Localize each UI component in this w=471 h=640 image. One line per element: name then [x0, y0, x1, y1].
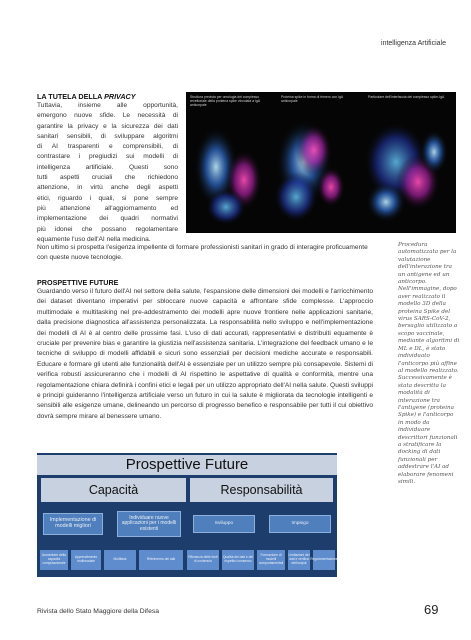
text-line: garantire la privacy e la sicurezza dei dati [37, 122, 178, 130]
text-line: emergono nuove sfide. Le necessità di [37, 112, 178, 120]
text-line: Tuttavia, insieme alle opportunità, [37, 102, 178, 109]
privacy-paragraph [37, 101, 178, 245]
text-line: più idonei che possano regolamentare [37, 225, 178, 233]
diagram-node-deployment: Impiego [269, 515, 331, 533]
page-number: 69 [424, 602, 439, 617]
section-heading-future: PROSPETTIVE FUTURE [37, 278, 119, 287]
heading-prefix: LA TUTELA DELLA [37, 92, 105, 101]
diagram-leaf: Multitask [104, 550, 136, 570]
text-line: implementazione dei quadri normativi [37, 215, 178, 223]
text-line: tutti aspetti cruciali che richiedono [37, 174, 178, 182]
protein-structure-image [186, 92, 456, 233]
text-line: contrastare i pregiudizi sui modelli di [37, 153, 178, 161]
heading-italic: PRIVACY [104, 92, 136, 101]
footer-journal-name: Rivista dello Stato Maggiore della Difesa [37, 608, 160, 615]
text-line: equamente l'uso dell'AI nella medicina. [37, 235, 151, 243]
future-paragraph: Guardando verso il futuro dell'AI nel settore della salute, l'espansione delle dimensioni dei modelli e l'arricchimento dei dataset diventano imperativi per sbloccare nuove capacità e affrontare sfide complesse. L'approccio multimodale e multitasking nel pre-addestramento dei modelli apre nuove frontiere nelle applicazioni sanitarie, dalla precisione diagnostica all'assistenza personalizzata. La responsabilità nello sviluppo e nell'implementazione dei modelli di AI è al centro delle prossime fasi. L'uso di dati accurati, rappresentativi e distribuiti equamente è cruciale per prevenire bias e garantire la giustizia nell'assistenza sanitaria. L'integrazione del feedback umano e le tecniche di sviluppo di modelli affidabili e sicuri sono essenziali per decisioni mediche accurate e responsabili. Educare e formare gli utenti alle funzionalità dell'AI è essenziale per un utilizzo sempre più consapevole. Sistemi di verifica robusti assicureranno che i modelli di AI rispettino le aspettative di qualità e conformità, mentre una regolamentazione chiara definirà i confini etici e legali per un utilizzo appropriato dell'AI nella salute. Questi sviluppi e principi guideranno l'intelligenza artificiale verso un futuro in cui la salute è migliorata da tecnologie intelligenti e sensibili alle esigenze umane, delineando un percorso di progresso benefico e responsabile per tutti il cui obiettivo dovrà sempre mirare al benessere umano. [37, 288, 373, 420]
diagram-leaf: Qualità dei dati e dei rispettivi consenso [222, 550, 254, 570]
text-line: di AI trasparenti e comprensibili, di [37, 143, 178, 151]
future-prospects-diagram [37, 453, 337, 577]
diagram-leaf: Aumentare della capacità computazionale [40, 550, 68, 570]
diagram-leaf: Formazione di modelli comportamentali [257, 550, 285, 570]
diagram-leaf: Riferimento dei dati [139, 550, 183, 570]
sidebar-caption: Procedura automatizzata per la valutazione dell'interazione tra un antigene ed un anticorpo. Nell'immagine, dopo aver realizzato il modello 3D della proteina Spike del virus SARS-CoV-2, bersaglio utilizzato a scopo vaccinale, mediante algoritmi di ML e DL, è stato individuato l'anticorpo più affine al modello realizzato. Successivamente è stata descritta la modalità di interazione tra l'antigene (proteina Spike) e l'anticorpo in modo da individuare descrittori funzionali a stratificare la docking di dati funzionali per addestrare l'AI ad elaborare fenomeni simili. [398, 242, 460, 485]
diagram-header-responsibility: Responsabilità [190, 478, 333, 502]
figure-caption-2: Proteina spike in forma di trimero con IgA anticorpale [281, 95, 344, 104]
diagram-header-capacity: Capacità [41, 478, 186, 502]
text-line: etici, riguardo i quali, si pone sempre [37, 194, 178, 202]
figure-caption-3: Particolare dell'interfaccia del complesso spike-IgA [368, 95, 445, 99]
figure-caption-1: Struttura prevista per omologia del complesso recettoriale della proteina spike vincolata a IgA anticorpale [190, 95, 260, 108]
running-header: intelligenza Artificiale [381, 40, 446, 47]
privacy-continuation: Non ultimo si prospetta l'esigenza impellente di formare professionisti sanitari in grado di interagire proficuamente con queste nuove tecnologie. [37, 244, 368, 262]
diagram-title: Prospettive Future [37, 455, 337, 475]
diagram-node-applications: Individuare nuove applicazioni per i modelli esistenti [117, 511, 181, 537]
diagram-node-implementation: Implementazione di modelli migliori [43, 513, 103, 535]
diagram-leaf: Rilevanza delle fonti di contenuto [187, 550, 219, 570]
text-line: attenzione, in virtù anche degli aspetti [37, 184, 178, 192]
text-line: sanitari sensibili, di sviluppare algoritmi [37, 132, 178, 140]
diagram-leaf: Apprendimento multimodale [71, 550, 101, 570]
section-heading-privacy [37, 92, 136, 101]
diagram-leaf: Limitazioni dei dati e verifica dell'output [288, 550, 310, 570]
diagram-leaf: Regolamentazione [313, 550, 335, 570]
diagram-node-development: Sviluppo [193, 515, 255, 533]
protein-figure [186, 92, 456, 233]
text-line: più attenzione all'aggiornamento ed [37, 204, 178, 212]
text-line: intelligenza artificiale. Questi sono [37, 163, 178, 171]
